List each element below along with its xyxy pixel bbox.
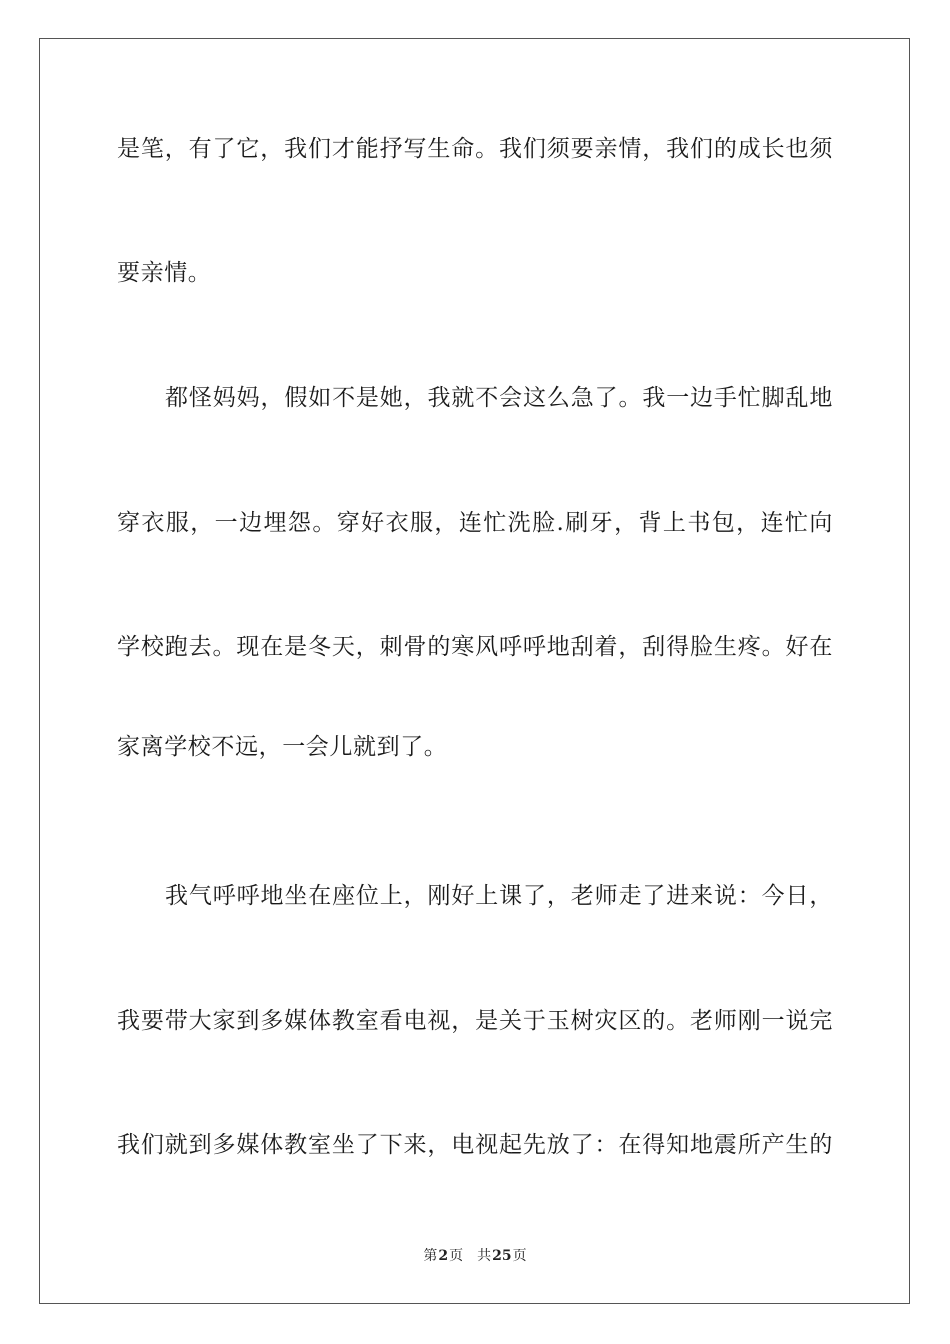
text-line: 我要带大家到多媒体教室看电视，是关于玉树灾区的。老师刚一说完 (117, 1008, 833, 1034)
current-page-number: 2 (438, 1248, 449, 1264)
text-line-indented: 我气呼呼地坐在座位上，刚好上课了，老师走了进来说：今日， (165, 883, 833, 909)
text-line-indented: 都怪妈妈，假如不是她，我就不会这么急了。我一边手忙脚乱地 (165, 385, 833, 411)
text-line: 是笔，有了它，我们才能抒写生命。我们须要亲情，我们的成长也须 (117, 136, 833, 162)
text-line: 学校跑去。现在是冬天，刺骨的寒风呼呼地刮着，刮得脸生疼。好在 (117, 634, 833, 660)
total-label-prefix: 共 (477, 1248, 492, 1264)
page-label-prefix: 第 (423, 1248, 438, 1264)
text-line: 家离学校不远，一会儿就到了。 (117, 734, 448, 760)
text-line: 我们就到多媒体教室坐了下来，电视起先放了：在得知地震所产生的 (117, 1132, 833, 1158)
page-footer (0, 1247, 950, 1265)
page-label-suffix: 页 (449, 1248, 464, 1264)
text-line: 要亲情。 (117, 260, 212, 286)
total-label-suffix: 页 (512, 1248, 527, 1264)
total-pages-number: 25 (492, 1248, 512, 1264)
page-border (39, 38, 910, 1304)
text-line: 穿衣服，一边埋怨。穿好衣服，连忙洗脸.刷牙，背上书包，连忙向 (117, 510, 833, 536)
